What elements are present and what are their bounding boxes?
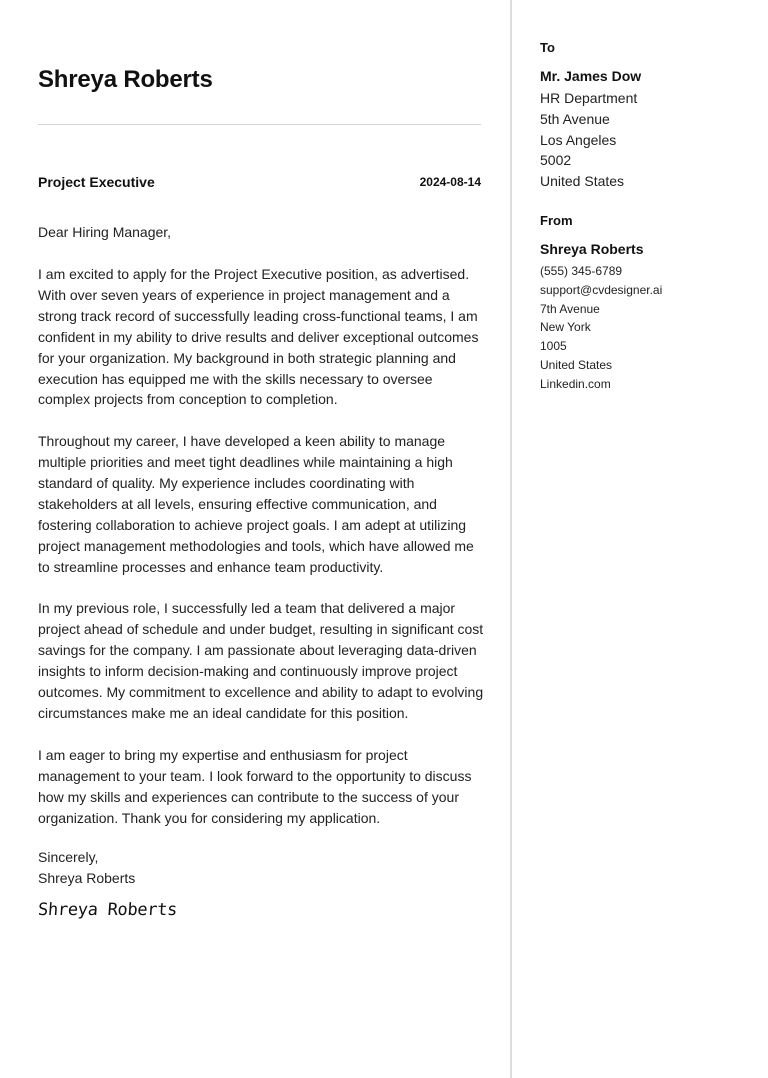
closing-block	[38, 847, 135, 889]
sender-postal-code: 1005	[540, 339, 567, 354]
recipient-city: Los Angeles	[540, 131, 617, 148]
body-paragraph: I am eager to bring my expertise and enthusiasm for project management to your team. I look forward to the opportunity to discuss how my skills and experiences can contribute to the success of your organization. Thank you for considering my application.	[38, 746, 472, 826]
sender-linkedin: Linkedin.com	[540, 376, 611, 391]
sender-country: United States	[540, 357, 613, 372]
recipient-name: Mr. James Dow	[540, 68, 642, 84]
letter-body	[38, 264, 486, 849]
handwritten-signature: Shreya Roberts	[37, 900, 178, 920]
body-paragraph: I am excited to apply for the Project Executive position, as advertised. With over seven years of experience in project management and a strong track record of successfully leading cross-functional teams, I am confident in my ability to drive results and deliver exceptional outcomes for your organization. My background in both strategic planning and execution has equipped me with the skills necessary to oversee complex projects from conception to completion.	[38, 266, 479, 408]
body-paragraph: Throughout my career, I have developed a keen ability to manage multiple priorities and meet tight deadlines while maintaining a high standard of quality. My experience includes coordinating with stakeholders at all levels, ensuring effective communication, and fostering collaboration to achieve project goals. I am adept at utilizing project management methodologies and tools, which have allowed me to streamline processes and enhance team productivity.	[38, 433, 474, 575]
column-divider	[510, 0, 512, 1078]
closing-name: Shreya Roberts	[38, 869, 136, 886]
sender-name: Shreya Roberts	[540, 241, 644, 257]
sender-contact	[540, 262, 662, 394]
sender-email: support@cvdesigner.ai	[540, 282, 663, 297]
salutation: Dear Hiring Manager,	[38, 224, 172, 240]
recipient-country: United States	[540, 173, 625, 190]
applicant-name: Shreya Roberts	[38, 66, 213, 93]
position-title: Project Executive	[38, 174, 155, 190]
recipient-postal-code: 5002	[540, 152, 572, 169]
sender-phone: (555) 345-6789	[540, 264, 623, 278]
body-paragraph: In my previous role, I successfully led a team that delivered a major project ahead of schedule and under budget, resulting in significant cost savings for the company. I am passionate about leveraging data-driven insights to inform decision-making and continuously improve project outcomes. My commitment to excellence and ability to adapt to evolving circumstances make me an ideal candidate for this position.	[38, 600, 484, 721]
closing-phrase: Sincerely,	[38, 849, 99, 865]
sender-section-title: From	[540, 213, 573, 228]
recipient-section-title: To	[540, 40, 555, 55]
header-divider	[38, 124, 481, 125]
letter-date: 2024-08-14	[419, 175, 481, 189]
sender-street: 7th Avenue	[540, 301, 600, 316]
recipient-department: HR Department	[540, 90, 638, 106]
recipient-address	[540, 88, 637, 192]
recipient-street: 5th Avenue	[540, 110, 610, 127]
sender-city: New York	[540, 320, 591, 335]
